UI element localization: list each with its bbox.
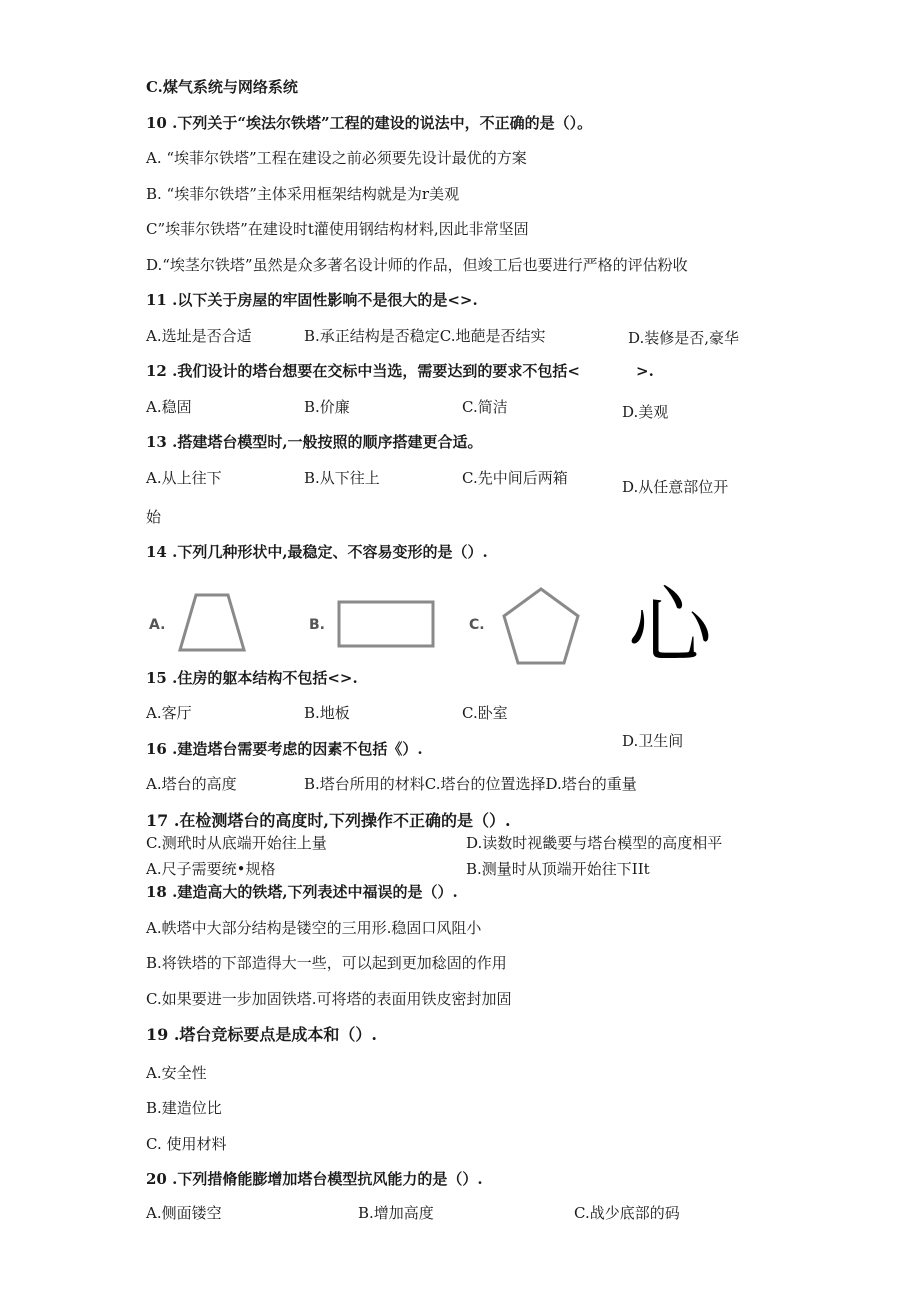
question-12-end: >. [636, 362, 654, 380]
q18-option-c: C.如果要进一步加固铁塔.可将塔的表面用铁皮密封加固 [146, 990, 512, 1008]
trapezoid-shape [176, 592, 248, 654]
q10-option-c: C”埃菲尔铁塔”在建设时t灌使用钢结构材料,因此非常坚固 [146, 220, 529, 238]
question-17: 17 .在检测塔台的高度时,下列操作不正确的是（）. [146, 811, 511, 830]
question-19: 19 .塔台竞标要点是成本和（）. [146, 1025, 377, 1044]
q18-option-a: A.帙塔中大部分结构是镂空的三用形.稳固口风阻小 [146, 919, 482, 937]
q19-option-b: B.建造位比 [146, 1099, 222, 1117]
q20-option-c: C.战少底部的码 [574, 1204, 680, 1222]
q17-option-b: B.测量时从顶端开始往下IIt [466, 860, 650, 878]
question-18: 18 .建造高大的铁塔,下列表述中福误的是（）. [146, 883, 458, 901]
q15-option-d-clipped [622, 732, 702, 750]
q13-option-d-wrap: 始 [146, 508, 162, 526]
q19-option-a: A.安全性 [146, 1064, 207, 1082]
question-11: 11 .以下关于房屋的牢固性影响不是很大的是<>. [146, 291, 478, 309]
q19-option-c: C. 使用材料 [146, 1135, 227, 1153]
q11-option-bc: B.承正结构是否稳定C.地葩是否结实 [304, 327, 546, 345]
shape-d-glyph: 心 [628, 577, 713, 675]
q15-option-d: D.卫生间 [622, 732, 684, 750]
q17-option-c: C.测玳时从底端开始往上量 [146, 834, 327, 852]
q17-option-d: D.读数时视畿要与塔台模型的高度相平 [466, 834, 723, 852]
q10-option-b: B. “埃菲尔铁塔”主体采用框架结构就是为r美观 [146, 185, 460, 203]
question-20: 20 .下列措脩能膨增加塔台模型抗风能力的是（）. [146, 1170, 483, 1188]
q15-option-b: B.地板 [304, 704, 350, 722]
q12-option-a: A.稳固 [146, 398, 192, 416]
q13-option-c: C.先中间后两箱 [462, 469, 568, 487]
q16-option-a: A.塔台的高度 [146, 775, 237, 793]
q9-option-c: C.煤气系统与网络系统 [146, 78, 298, 96]
q13-option-d: D.从任意部位开 [622, 478, 729, 496]
pentagon-shape [498, 584, 584, 670]
q17-option-a: A.尺子需要统•规格 [146, 860, 276, 878]
question-10: 10 .下列关于“埃法尔铁塔”工程的建设的说法中，不正确的是（）。 [146, 114, 593, 132]
question-16: 16 .建造塔台需要考虑的因素不包括《）. [146, 740, 423, 758]
q11-option-a: A.选址是否合适 [146, 327, 252, 345]
question-12: 12 .我们设计的塔台想要在交标中当选，需要达到的要求不包括< [146, 362, 580, 380]
shape-a-label: A. [149, 617, 166, 633]
q20-option-a: A.侧面镂空 [146, 1204, 222, 1222]
q16-option-bcd: B.塔台所用的材料C.塔台的位置选择D.塔台的重量 [304, 775, 637, 793]
question-13: 13 .搭建塔台模型时,一般按照的顺序搭建更合适。 [146, 433, 483, 451]
q12-option-d: D.美观 [622, 403, 669, 421]
shape-c-label: C. [469, 617, 485, 633]
question-15: 15 .住房的躯本结构不包括<>. [146, 669, 358, 687]
q20-option-b: B.增加高度 [358, 1204, 434, 1222]
q15-option-a: A.客厅 [146, 704, 192, 722]
q13-option-a: A.从上往下 [146, 469, 222, 487]
q13-option-b: B.从下往上 [304, 469, 380, 487]
q18-option-b: B.将铁塔的下部造得大一些，可以起到更加稔固的作用 [146, 954, 507, 972]
rectangle-shape [334, 598, 438, 650]
question-14: 14 .下列几种形状中,最稳定、不容易变形的是（）. [146, 543, 488, 561]
q15-option-c: C.卧室 [462, 704, 508, 722]
q11-option-d: D.装修是否,豪华 [628, 329, 740, 347]
q12-option-b: B.价廉 [304, 398, 350, 416]
q12-option-c: C.简洁 [462, 398, 508, 416]
q10-option-d: D.“埃茎尔铁塔”虽然是众多著名设计师的作品，但竣工后也要进行严格的评估粉收 [146, 256, 688, 274]
shape-b-label: B. [309, 617, 325, 633]
q10-option-a: A. “埃菲尔铁塔”工程在建设之前必须要先设计最优的方案 [146, 149, 527, 167]
